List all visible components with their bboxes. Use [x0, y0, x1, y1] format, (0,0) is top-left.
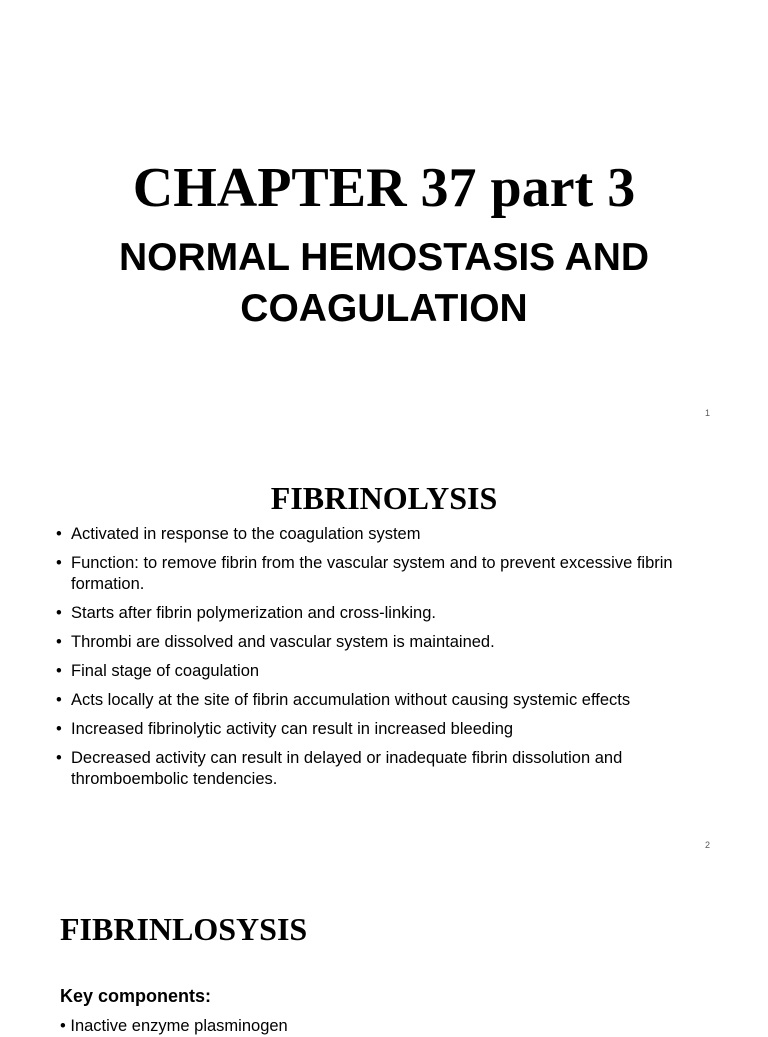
slide-3-cut-off-text: • Inactive enzyme plasminogen — [60, 1017, 288, 1035]
slide-1 — [0, 0, 768, 432]
slide-1-title: CHAPTER 37 part 3 — [132, 157, 636, 219]
bullet-item: • Activated in response to the coagulation system — [56, 524, 716, 545]
slide-2-page-number: 2 — [704, 840, 710, 850]
bullet-item: • Thrombi are dissolved and vascular system is maintained. — [56, 632, 716, 653]
bullet-item: • Function: to remove fibrin from the vascular system and to prevent excessive fibrin formation. — [56, 553, 716, 595]
slide-3-title: FIBRINLOSYSIS — [60, 911, 308, 947]
slide-2-bullet-list — [56, 524, 716, 798]
bullet-item: • Increased fibrinolytic activity can result in increased bleeding — [56, 719, 716, 740]
slide-2 — [0, 432, 768, 864]
slide-1-page-number: 1 — [704, 408, 710, 418]
slide-2-title: FIBRINOLYSIS — [270, 480, 498, 516]
bullet-item: • Final stage of coagulation — [56, 661, 716, 682]
slide-1-subtitle: NORMAL HEMOSTASIS AND COAGULATION — [118, 236, 650, 330]
bullet-item: • Starts after fibrin polymerization and cross-linking. — [56, 603, 716, 624]
bullet-item: • Decreased activity can result in delayed or inadequate fibrin dissolution and thromboembolic tendencies. — [56, 748, 716, 790]
slide-3-subtitle: Key components: — [60, 986, 212, 1006]
slide-3 — [0, 864, 768, 1035]
bullet-item: • Acts locally at the site of fibrin accumulation without causing systemic effects — [56, 690, 716, 711]
